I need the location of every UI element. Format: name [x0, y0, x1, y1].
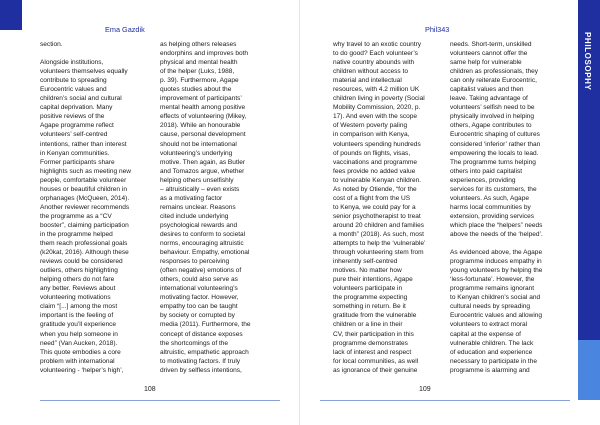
author-header: Ema Gazdik	[105, 25, 145, 34]
left-page-number: 108	[144, 386, 156, 393]
left-footer-rule	[40, 400, 280, 401]
right-page	[300, 0, 600, 425]
left-column-2: as helping others releases endorphins and improves both physical and mental health of the helper (Luks, 1988, p. 39). Furthermore, Agape quotes studies about the improvement of participants’ mental health among positive effects of volunteering (Mikey, 2018). While an honourable cause, personal development should not be international volunteering’s underlying motive. Then again, as Butler and Tomazos argue, whether helping others unselfishly – altruistically – even exists as a motivating factor remains unclear. Reasons cited include underlying psychological rewards and desires to conform to societal norms, encouraging altruistic behaviour. Empathy, emotional responses to perceiving (often negative) emotions of others, could also serve as international volunteering’s motivating factor. However, empathy too can be taught by society or corrupted by media (2011). Furthermore, the concept of distance exposes the shortcomings of the altruistic, empathetic approach to motivating factors. If truly driven by selfless intentions,	[160, 41, 251, 374]
right-column-1: why travel to an exotic country to do good? Each volunteer’s native country abounds with children without access to material and intellectual resources, with 4.2 million UK children living in poverty (Social Mobility Commission, 2020, p. 17). And even with the scope of Western poverty paling in comparison with Kenya, volunteers spending hundreds of pounds on flights, visas, vaccinations and programme fees provide no added value to vulnerable Kenyan children. As noted by Otiende, “for the cost of a flight from the US to Kenya, we could pay for a senior psychotherapist to treat around 20 children and families a month” (2018). As such, most attempts to help the ‘vulnerable’ through volunteering stem from inherently self-centred motives. No matter how pure their intentions, Agape volunteers participate in the programme expecting something in return. Be it gratitude from the vulnerable children or a line in their CV, their participation in this programme demonstrates lack of interest and respect for local communities, as well as ignorance of their genuine	[333, 41, 426, 374]
right-page-number: 109	[419, 386, 431, 393]
section-tab-light	[578, 340, 600, 400]
course-header: Phil343	[425, 25, 450, 34]
right-footer-rule	[320, 400, 570, 401]
section-tab-label: PHILOSOPHY	[583, 32, 592, 91]
left-column-1: section. Alongside institutions, volunteers themselves equally contribute to spreading Eurocentric values and children’s social and cultural capital deprivation. Many positive reviews of the Agape programme reflect volunteers’ self-centred intentions, rather than interest in Kenyan communities. Former participants share highlights such as meeting new people, comfortable volunteer houses or beautiful children in orphanages (McQueen, 2014). Another reviewer recommends the programme as a “CV booster”, claiming participation in the programme helped them reach professional goals (k20kat, 2016). Although these reviews could be considered outliers, others highlighting helping others do not fare any better. Reviews about volunteering motivations claim “[...] among the most important is the feeling of gratitude you’ll experience when you help someone in need” (Van Aucken, 2018). This quote embodies a core problem with international volunteering - ‘helper’s high’,	[40, 41, 131, 374]
right-column-2: needs. Short-term, unskilled volunteers cannot offer the same help for vulnerable children as professionals, they can only reiterate Eurocentric, capitalist values and then leave. Taking advantage of volunteers’ selfish need to be physically involved in helping others, Agape contributes to Eurocentric shaping of cultures considered ‘inferior’ rather than empowering the locals to lead. The programme turns helping others into paid capitalist experiences, providing services for its customers, the volunteers. As such, Agape harms local communities by extension, providing services which place the “helpers” needs above the needs of the ‘helped’. As evidenced above, the Agape programme induces empathy in young volunteers by helping the ‘less-fortunate’. However, the programme remains ignorant to Kenyan children’s social and cultural needs by spreading Eurocentric values and allowing volunteers to extract moral capital at the expense of vulnerable children. The lack of education and experience necessary to participate in the programme is alarming and	[450, 41, 543, 374]
left-header-bar	[0, 0, 22, 30]
